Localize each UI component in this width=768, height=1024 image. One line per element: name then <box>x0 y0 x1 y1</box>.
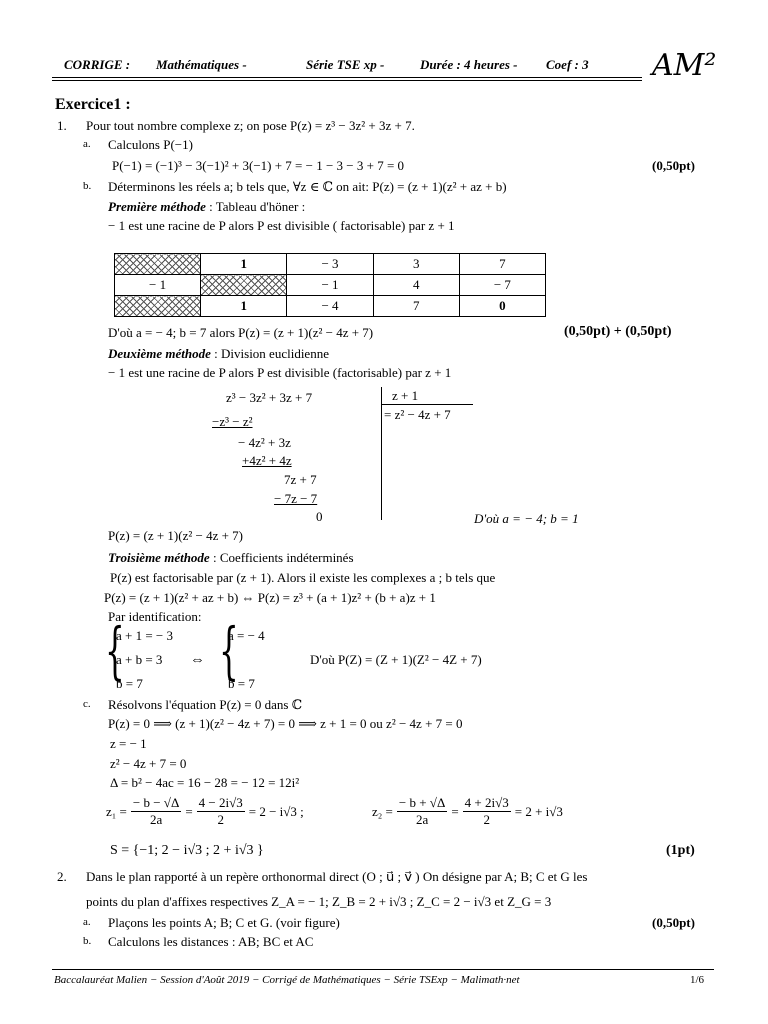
horner-table <box>114 253 546 317</box>
division-step-3: − 7z − 7 <box>274 491 318 506</box>
exercise-title: Exercice1 : <box>55 96 131 113</box>
header-coef: Coef : 3 <box>546 57 589 72</box>
z2-fraction-2 <box>463 795 511 828</box>
horner-cell: 1 <box>201 296 287 317</box>
z2-f1-numerator: − b + √Δ <box>398 795 446 810</box>
horner-cell: − 1 <box>287 275 373 296</box>
horner-cell: 7 <box>373 296 459 317</box>
division-remainder-2: 7z + 7 <box>284 472 317 487</box>
root-z2 <box>372 795 563 828</box>
system1-eq1: a + 1 = − 3 <box>116 628 174 643</box>
q1b-label: b. <box>83 180 92 192</box>
z1-f1-numerator: − b − √Δ <box>132 795 180 810</box>
division-horizontal-bar <box>381 404 473 405</box>
division-vertical-bar <box>381 387 382 520</box>
z2-fraction-1 <box>397 795 447 828</box>
z1-f2-numerator: 4 − 2i√3 <box>198 795 243 810</box>
horner-cell: 0 <box>459 296 545 317</box>
system1-eq2: a + b = 3 <box>116 652 163 667</box>
header-corrige: CORRIGE : <box>64 57 131 72</box>
system2-eq1: a = − 4 <box>228 628 265 643</box>
equals-sign: = <box>451 803 459 819</box>
z1-f1-denominator: 2a <box>149 812 163 827</box>
method3-line-1: P(z) est factorisable par (z + 1). Alors il existe les complexes a ; b tels que <box>110 570 496 585</box>
q1a-label: a. <box>83 138 91 150</box>
q2-line-1: Dans le plan rapporté à un repère orthonormal direct (O ; u⃗ ; v⃗ ) On désigne par A; B; C et G les <box>86 869 588 884</box>
q1c-line-2: z = − 1 <box>110 736 147 751</box>
division-dividend: z³ − 3z² + 3z + 7 <box>226 390 313 405</box>
method3-line-2: P(z) = (z + 1)(z² + az + b) ⇔ P(z) = z³ + (a + 1)z² + (b + a)z + 1 <box>104 590 436 605</box>
z1-lhs: z₁ = <box>106 803 127 819</box>
solution-set: S = {−1; 2 − i√3 ; 2 + i√3 } <box>110 843 264 858</box>
page-number: 1/6 <box>690 974 705 986</box>
q2a-points: (0,50pt) <box>652 915 695 930</box>
root-z1 <box>106 795 304 828</box>
method2-heading: Deuxième méthode : Division euclidienne <box>108 346 329 361</box>
z2-f2-denominator: 2 <box>483 812 490 827</box>
q1c-label: c. <box>83 698 91 710</box>
q2a-text: Plaçons les points A; B; C et G. (voir figure) <box>108 915 340 930</box>
horner-cell: 1 <box>201 254 287 275</box>
q1c-line-3: z² − 4z + 7 = 0 <box>110 756 187 771</box>
q1b-title: Déterminons les réels a; b tels que, ∀z ∈ ℂ on ait: P(z) = (z + 1)(z² + az + b) <box>108 179 507 194</box>
header-duree: Durée : 4 heures - <box>420 57 518 72</box>
footer-rule <box>52 969 714 970</box>
logo: AM² <box>652 48 717 83</box>
z1-f2-denominator: 2 <box>217 812 224 827</box>
horner-row <box>115 296 546 317</box>
z1-rhs: = 2 − i√3 ; <box>248 803 304 819</box>
method2-line: − 1 est une racine de P alors P est divisible (factorisable) par z + 1 <box>108 365 452 380</box>
q1-intro: Pour tout nombre complexe z; on pose P(z) = z³ − 3z² + 3z + 7. <box>86 118 415 133</box>
q1c-discriminant: Δ = b² − 4ac = 16 − 28 = − 12 = 12i² <box>110 775 300 790</box>
left-brace-1: { <box>105 614 125 687</box>
header-subject: Mathématiques - <box>156 57 247 72</box>
q2a-label: a. <box>83 916 91 928</box>
method1-points: (0,50pt) + (0,50pt) <box>564 324 672 339</box>
hatched-cell <box>201 275 287 296</box>
q2-line-2: points du plan d'affixes respectives Z_A = − 1; Z_B = 2 + i√3 ; Z_C = 2 − i√3 et Z_G = 3 <box>86 894 552 909</box>
question-number-2: 2. <box>57 869 67 884</box>
hatched-cell <box>115 254 201 275</box>
system1-eq3: b = 7 <box>116 676 143 691</box>
division-remainder-1: − 4z² + 3z <box>238 435 291 450</box>
method2-result: P(z) = (z + 1)(z² − 4z + 7) <box>108 528 244 543</box>
division-result: D'où a = − 4; b = 1 <box>474 511 579 526</box>
q1a-title: Calculons P(−1) <box>108 137 193 152</box>
z1-fraction-1 <box>131 795 181 828</box>
division-step-2: +4z² + 4z <box>242 453 292 468</box>
horner-cell: − 7 <box>459 275 545 296</box>
method3-heading: Troisième méthode : Coefficients indéterminés <box>108 550 354 565</box>
q2b-text: Calculons les distances : AB; BC et AC <box>108 934 314 949</box>
q1a-points: (0,50pt) <box>652 158 695 173</box>
horner-row <box>115 254 546 275</box>
z2-f1-denominator: 2a <box>415 812 429 827</box>
z1-fraction-2 <box>197 795 245 828</box>
method1-heading: Première méthode : Tableau d'höner : <box>108 199 306 214</box>
left-brace-2: { <box>219 614 239 687</box>
question-number-1: 1. <box>57 118 67 133</box>
horner-cell: − 3 <box>287 254 373 275</box>
header-rule <box>52 77 642 78</box>
header-rule-2 <box>52 80 642 81</box>
q1c-title: Résolvons l'équation P(z) = 0 dans ℂ <box>108 697 303 712</box>
equivalence-symbol: ⇔ <box>190 652 205 668</box>
horner-cell: 7 <box>459 254 545 275</box>
q2b-label: b. <box>83 935 92 947</box>
z2-lhs: z₂ = <box>372 803 393 819</box>
z2-rhs: = 2 + i√3 <box>514 803 563 819</box>
footer-text: Baccalauréat Malien − Session d'Août 2019 − Corrigé de Mathématiques − Série TSExp − Malimath·net <box>54 974 520 986</box>
division-divisor: z + 1 <box>392 388 419 403</box>
q1c-line-1: P(z) = 0 ⟹ (z + 1)(z² − 4z + 7) = 0 ⟹ z + 1 = 0 ou z² − 4z + 7 = 0 <box>108 716 463 731</box>
horner-cell: 3 <box>373 254 459 275</box>
hatched-cell <box>115 296 201 317</box>
method3-line-3: Par identification: <box>108 609 202 624</box>
method1-result: D'où a = − 4; b = 7 alors P(z) = (z + 1)(z² − 4z + 7) <box>108 325 374 340</box>
method3-result: D'où P(Z) = (Z + 1)(Z² − 4Z + 7) <box>310 652 482 667</box>
system2-eq3: b = 7 <box>228 676 255 691</box>
division-step-1: −z³ − z² <box>212 414 253 429</box>
horner-cell: 4 <box>373 275 459 296</box>
q1a-calc: P(−1) = (−1)³ − 3(−1)² + 3(−1) + 7 = − 1 − 3 − 3 + 7 = 0 <box>112 158 405 173</box>
equals-sign: = <box>185 803 193 819</box>
method1-line: − 1 est une racine de P alors P est divisible ( factorisable) par z + 1 <box>108 218 455 233</box>
header-serie: Série TSE xp - <box>306 57 385 72</box>
division-remainder-3: 0 <box>316 509 323 524</box>
horner-row <box>115 275 546 296</box>
horner-cell: − 1 <box>115 275 201 296</box>
horner-cell: − 4 <box>287 296 373 317</box>
q1c-points: (1pt) <box>666 843 695 858</box>
z2-f2-numerator: 4 + 2i√3 <box>464 795 509 810</box>
division-quotient: = z² − 4z + 7 <box>384 407 451 422</box>
